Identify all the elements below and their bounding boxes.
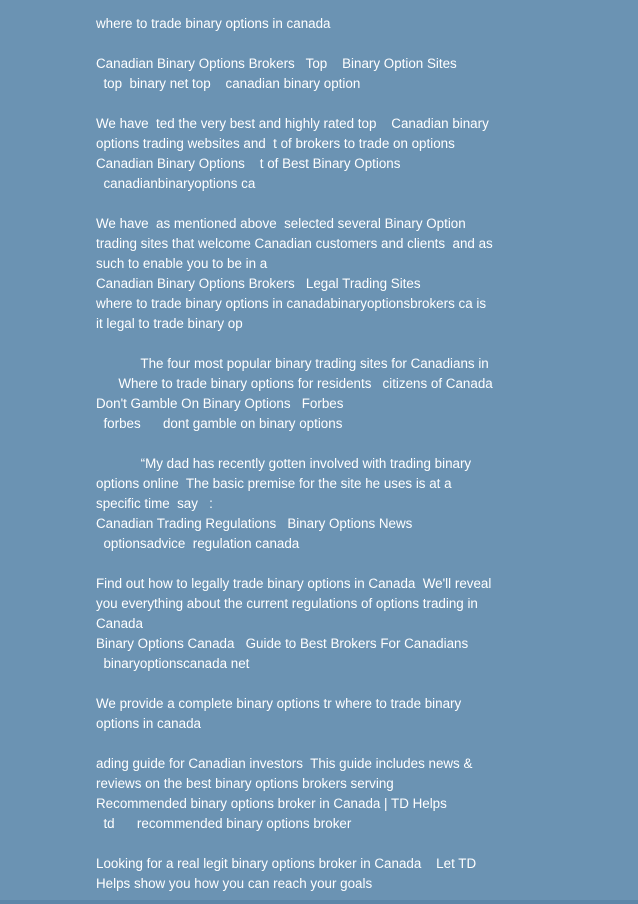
text-line: binaryoptionscanada net	[96, 656, 250, 671]
text-line: Canadian Binary Options t of Best Binary Options	[96, 156, 401, 171]
text-line: options in canada	[96, 716, 201, 731]
text-line: canadianbinaryoptions ca	[96, 176, 256, 191]
text-line: Canadian Binary Options Brokers Top Binary Option Sites	[96, 56, 457, 71]
blank-line	[96, 334, 536, 354]
text-line: forbes dont gamble on binary options	[96, 416, 343, 431]
blank-line	[96, 734, 536, 754]
text-line: We have ted the very best and highly rated top Canadian binary	[96, 116, 489, 131]
text-line: where to trade binary options in canadabinaryoptionsbrokers ca is	[96, 296, 487, 311]
text-line: Binary Options Canada Guide to Best Brokers For Canadians	[96, 636, 469, 651]
text-line: We provide a complete binary options tr where to trade binary	[96, 696, 462, 711]
text-line: reviews on the best binary options brokers serving	[96, 776, 394, 791]
blank-line	[96, 34, 536, 54]
text-line: “My dad has recently gotten involved with trading binary	[96, 456, 472, 471]
text-line: Looking for a real legit binary options broker in Canada Let TD	[96, 856, 477, 871]
blank-line	[96, 554, 536, 574]
text-line: it legal to trade binary op	[96, 316, 243, 331]
text-line: specific time say :	[96, 496, 213, 511]
blank-line	[96, 834, 536, 854]
text-line: where to trade binary options in canada	[96, 16, 331, 31]
text-line: Canadian Trading Regulations Binary Options News	[96, 516, 413, 531]
text-line: The four most popular binary trading sites for Canadians in	[96, 356, 489, 371]
text-line: td recommended binary options broker	[96, 816, 352, 831]
page-bottom-edge	[0, 900, 638, 904]
blank-line	[96, 194, 536, 214]
text-line: Where to trade binary options for residents citizens of Canada	[96, 376, 493, 391]
blank-line	[96, 674, 536, 694]
text-line: options trading websites and t of brokers to trade on options	[96, 136, 455, 151]
text-line: top binary net top canadian binary option	[96, 76, 361, 91]
text-line: optionsadvice regulation canada	[96, 536, 300, 551]
text-line: options online The basic premise for the site he uses is at a	[96, 476, 452, 491]
text-line: We have as mentioned above selected several Binary Option	[96, 216, 466, 231]
text-line: Don't Gamble On Binary Options Forbes	[96, 396, 344, 411]
text-line: Canadian Binary Options Brokers Legal Trading Sites	[96, 276, 421, 291]
text-column	[96, 14, 536, 894]
text-line: ading guide for Canadian investors This guide includes news &	[96, 756, 473, 771]
text-line: you everything about the current regulations of options trading in	[96, 596, 478, 611]
blank-line	[96, 94, 536, 114]
text-line: Canada	[96, 616, 143, 631]
blank-line	[96, 434, 536, 454]
text-line: such to enable you to be in a	[96, 256, 268, 271]
text-line: Find out how to legally trade binary options in Canada We'll reveal	[96, 576, 492, 591]
text-line: Helps show you how you can reach your goals	[96, 876, 373, 891]
text-line: Recommended binary options broker in Canada | TD Helps	[96, 796, 447, 811]
text-line: trading sites that welcome Canadian customers and clients and as	[96, 236, 493, 251]
